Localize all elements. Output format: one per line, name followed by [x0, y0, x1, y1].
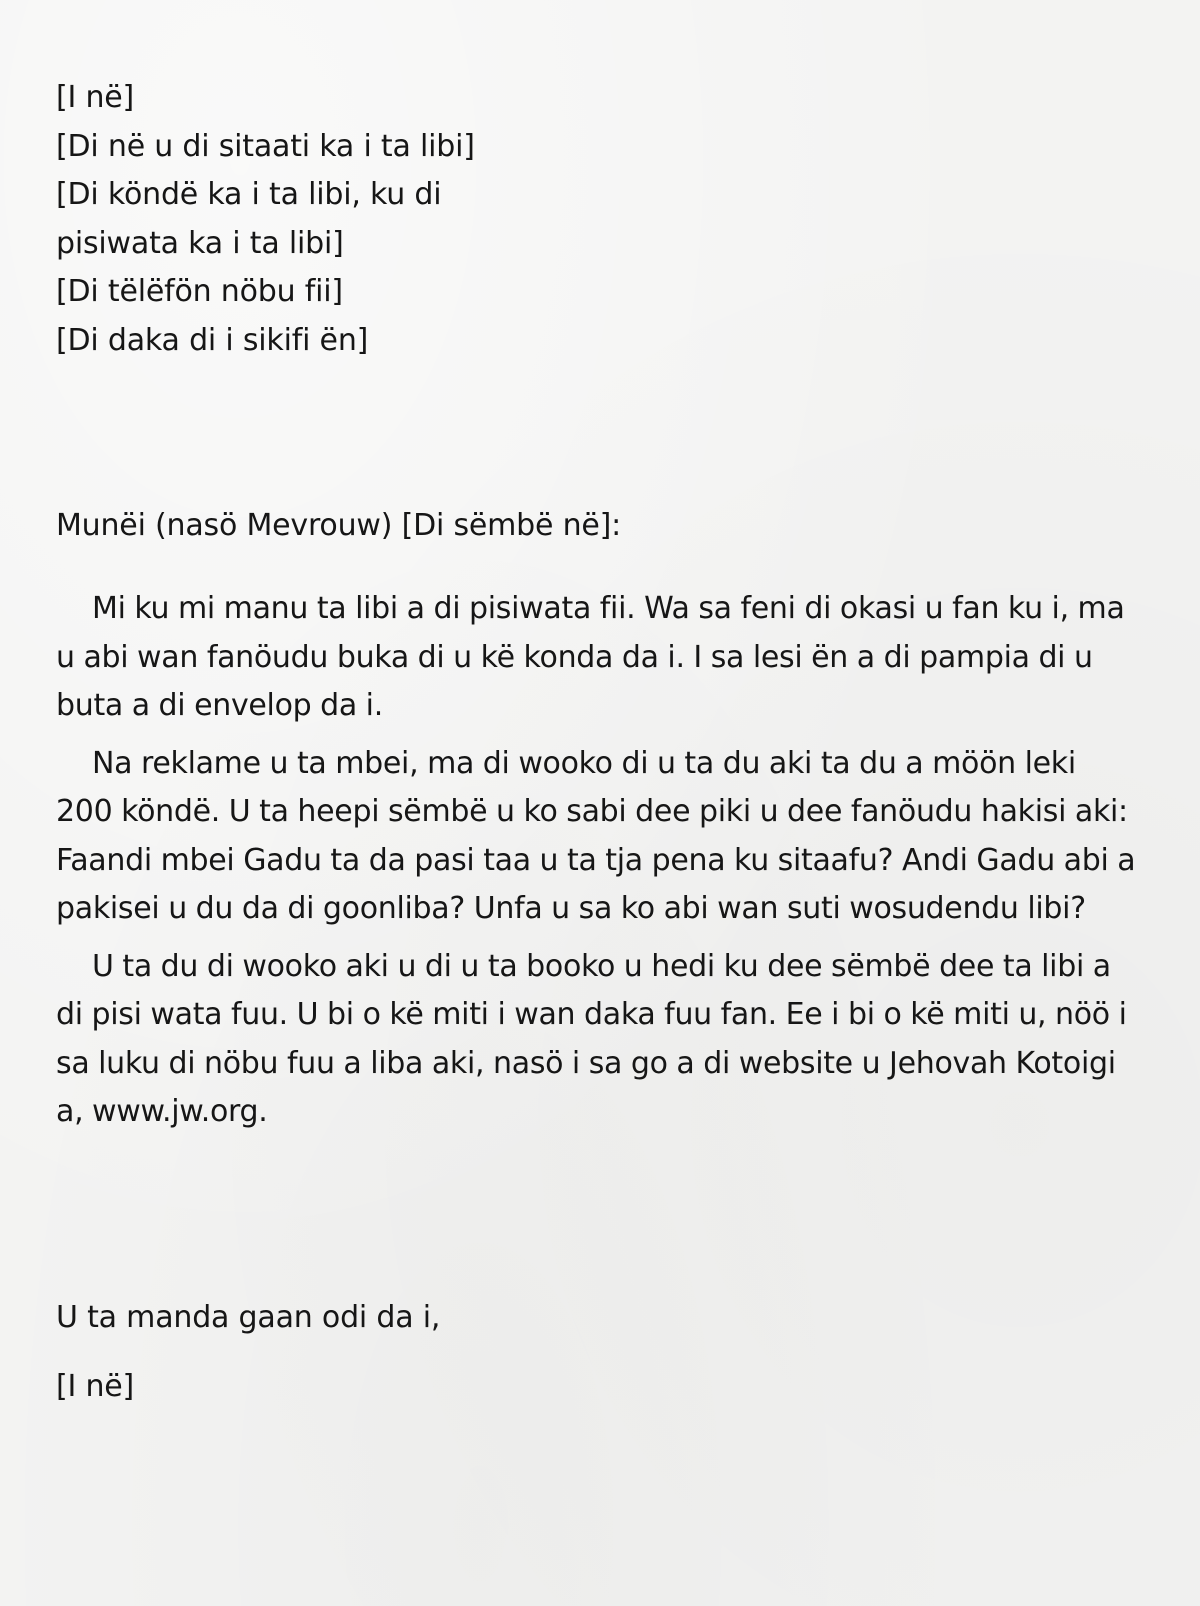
sender-phone: [Di tëlëfön nöbu fii]	[56, 274, 343, 309]
letter-page	[56, 0, 1136, 1606]
signature: [I në]	[56, 1369, 135, 1404]
body-paragraph-3: U ta du di wooko aki u di u ta booko u hedi ku dee sëmbë dee ta libi a di pisi wata fuu. U bi o kë miti i wan daka fuu fan. Ee i bi o kë miti u, nöö i sa luku di nöbu fuu a liba aki, nasö i sa go a di website u Jehovah Kotoigi a, www.jw.org.	[56, 948, 1127, 1129]
sender-address-block	[56, 74, 576, 365]
closing-line: U ta manda gaan odi da i,	[56, 1300, 441, 1335]
body-paragraph-1: Mi ku mi manu ta libi a di pisiwata fii. Wa sa feni di okasi u fan ku i, ma u abi wan fanöudu buka di u kë konda da i. I sa lesi ën a di pampia di u buta a di envelop da i.	[56, 591, 1125, 723]
sender-city-line-2: pisiwata ka i ta libi]	[56, 225, 344, 261]
letter-body	[56, 585, 1136, 1146]
sender-street: [Di në u di sitaati ka i ta libi]	[56, 128, 475, 164]
sender-date: [Di daka di i sikifi ën]	[56, 322, 369, 358]
body-paragraph-2: Na reklame u ta mbei, ma di wooko di u ta du aki ta du a möön leki 200 köndë. U ta heepi sëmbë u ko sabi dee piki u dee fanöudu hakisi aki: Faandi mbei Gadu ta da pasi taa u ta tja pena ku sitaafu? Andi Gadu abi a pakisei u du da di goonliba? Unfa u sa ko abi wan suti wosudendu libi?	[56, 745, 1136, 926]
sender-city-line-1: [Di köndë ka i ta libi, ku di	[56, 177, 442, 212]
salutation: Munëi (nasö Mevrouw) [Di sëmbë në]:	[56, 508, 622, 543]
sender-name: [I në]	[56, 80, 135, 115]
